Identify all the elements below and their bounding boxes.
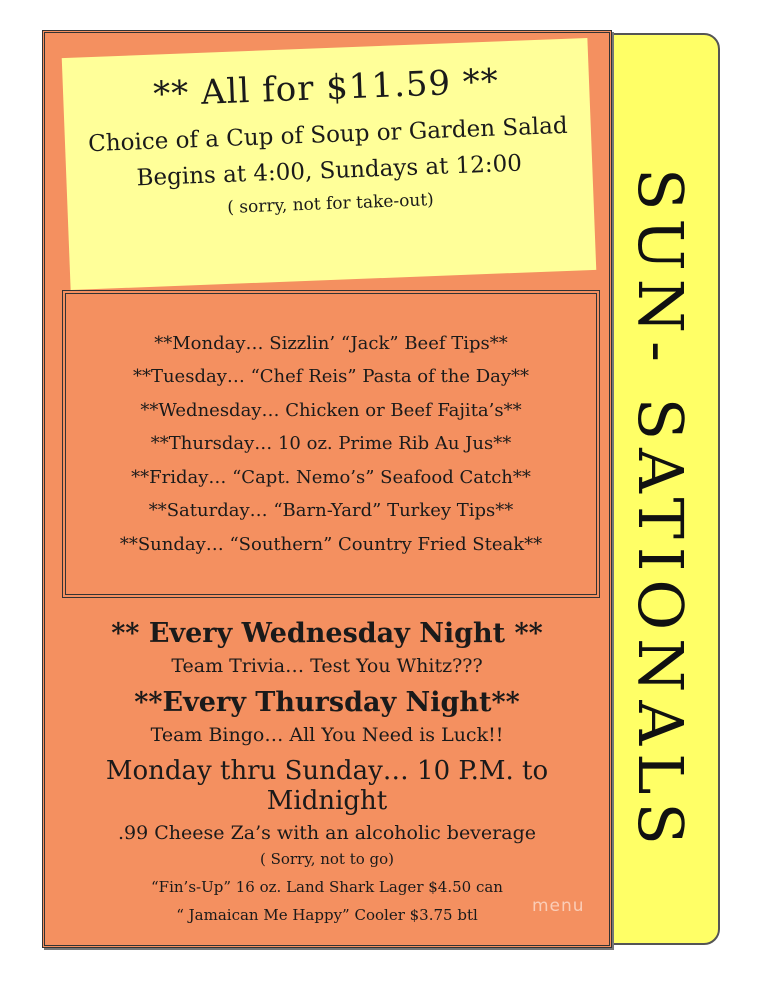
- wednesday-desc: Team Trivia… Test You Whitz???: [171, 655, 483, 677]
- special-saturday: **Saturday… “Barn-Yard” Turkey Tips**: [148, 500, 514, 522]
- promo-line-2: Begins at 4:00, Sundays at 12:00: [136, 150, 523, 192]
- thursday-title: **Every Thursday Night**: [134, 687, 520, 718]
- special-thursday: **Thursday… 10 oz. Prime Rib Au Jus**: [150, 433, 512, 455]
- events-section: [44, 618, 610, 924]
- daily-specials-box: [62, 290, 600, 598]
- special-tuesday: **Tuesday… “Chef Reis” Pasta of the Day**: [132, 366, 530, 388]
- drink-special-2: “ Jamaican Me Happy” Cooler $3.75 btl: [176, 906, 478, 924]
- promo-note-text: ( sorry, not for take-out): [226, 190, 435, 218]
- tab-title: SUN- SATIONALS: [624, 167, 697, 853]
- late-night-note: ( Sorry, not to go): [259, 850, 395, 868]
- promo-line-1: Choice of a Cup of Soup or Garden Salad: [87, 112, 569, 158]
- special-friday: **Friday… “Capt. Nemo’s” Seafood Catch**: [131, 466, 531, 488]
- special-wednesday: **Wednesday… Chicken or Beef Fajita’s**: [140, 399, 522, 421]
- special-sunday: **Sunday… “Southern” Country Fried Steak**: [119, 533, 543, 555]
- promo-note: [62, 38, 597, 290]
- late-night-title: Monday thru Sunday… 10 P.M. to Midnight: [105, 756, 549, 816]
- wednesday-title: ** Every Wednesday Night **: [111, 618, 543, 649]
- watermark: menu: [532, 896, 585, 916]
- drink-special-1: “Fin’s-Up” 16 oz. Land Shark Lager $4.50 can: [151, 878, 503, 896]
- thursday-desc: Team Bingo… All You Need is Luck!!: [150, 724, 504, 746]
- late-night-desc: .99 Cheese Za’s with an alcoholic beverage: [118, 822, 536, 844]
- promo-headline: ** All for $11.59 **: [152, 61, 500, 115]
- special-monday: **Monday… Sizzlin’ “Jack” Beef Tips**: [154, 332, 508, 354]
